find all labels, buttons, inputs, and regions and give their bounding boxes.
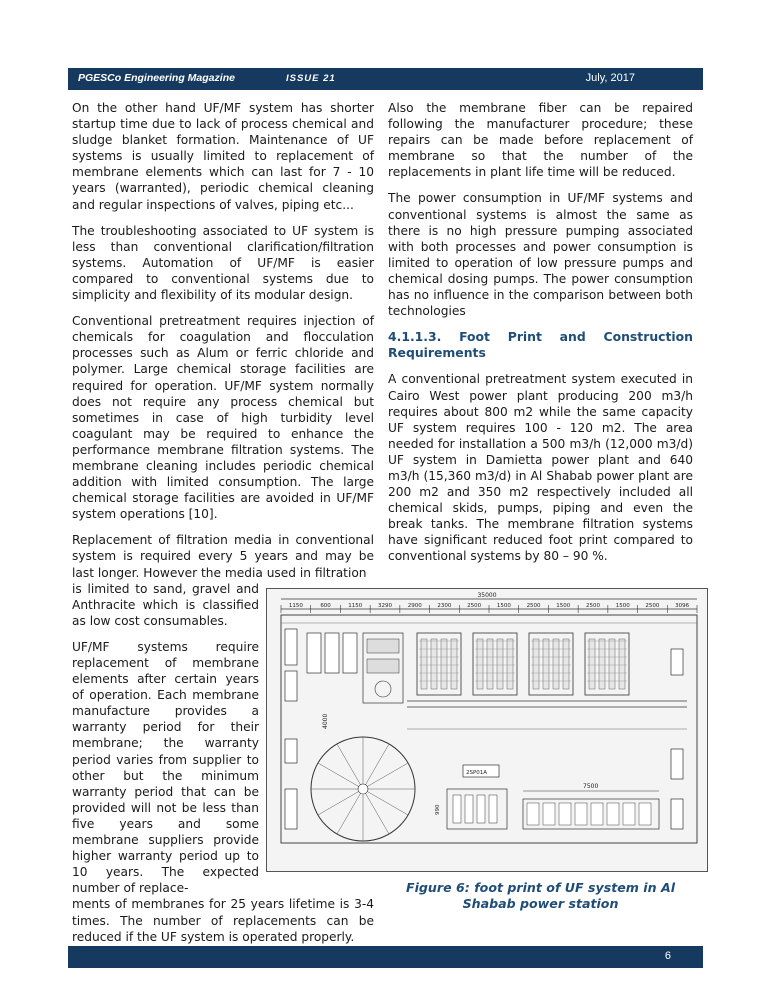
right-column — [388, 100, 693, 575]
issue-date: July, 2017 — [585, 72, 635, 84]
dimension-label: 990 — [435, 804, 441, 815]
paragraph: A conventional pretreatment system executed in Cairo West power plant producing 200 m3/h requires about 800 m2 while the same capacity UF system requires 100 - 120 m2. The area needed for installation a 500 m3/h (12,000 m3/d) UF system in Damietta power plant and 640 m3/h (15,360 m3/d) in Al Shabab power plant are 200 m2 and 350 m2 respectively included all chemical skids, pumps, piping and even the break tanks. The membrane filtration systems have significant reduced foot print compared to conventional systems by 80 – 90 %. — [388, 372, 693, 564]
page-number: 6 — [664, 950, 671, 962]
dimension-label: 4000 — [322, 713, 329, 729]
issue-label: ISSUE 21 — [286, 73, 336, 84]
segment-dimension: 2500 — [526, 603, 541, 609]
equipment-tag: 2SP01A — [466, 770, 488, 776]
segment-dimension: 2300 — [437, 603, 452, 609]
paragraph: UF/MF systems require replacement of membrane elements after certain years of operation. Each membrane manufacture provides a warranty period for their membrane; the warranty period varies from supplier to other but the minimum warranty period that can be provided will not be less than five years and some membrane suppliers provide higher warranty period up to 10 years. The expected number of replace- — [72, 639, 259, 896]
paragraph: Replacement of filtration media in conventional system is required every 5 years and may be last longer. However the media used in filtration — [72, 533, 374, 580]
section-heading: 4.1.1.3. Foot Print and Construction Requirements — [388, 329, 693, 361]
footer-bar — [68, 946, 703, 968]
paragraph: Also the membrane fiber can be repaired following the manufacturer procedure; these repairs can be made before replacement of membrane so that the number of the replacements in plant life time will be reduced. — [388, 101, 693, 180]
uf-footprint-drawing — [266, 588, 708, 872]
dimension-label: 7500 — [583, 783, 599, 790]
paragraph: The troubleshooting associated to UF system is less than conventional clarification/filtration systems. Automation of UF/MF is easier compared to conventional systems due to simplicity and flexibility of its modular design. — [72, 223, 374, 303]
overall-dimension: 35000 — [477, 592, 497, 599]
segment-dimension: 2900 — [407, 603, 422, 609]
magazine-title: PGESCo Engineering Magazine — [78, 72, 235, 84]
paragraph: The power consumption in UF/MF systems and conventional systems is almost the same as there is no high pressure pumping associated with both processes and power consumption is limited to operation of low pressure pumps and chemical dosing pumps. The power consumption has no influence in the comparison between both technologies — [388, 191, 693, 319]
segment-dimension: 1150 — [348, 603, 363, 609]
figure-caption: Figure 6: foot print of UF system in Al Shabab power station — [405, 880, 676, 911]
paragraph: On the other hand UF/MF system has shorter startup time due to lack of process chemical and sludge blanket formation. Maintenance of UF systems is usually limited to replacement of membrane elements which can last for 7 - 10 years (warranted), periodic chemical cleaning and regular inspections of valves, piping etc... — [72, 101, 374, 212]
segment-dimension: 2500 — [645, 603, 660, 609]
segment-dimension: 1500 — [615, 603, 630, 609]
segment-dimension: 3290 — [378, 603, 392, 609]
segment-dimension: 600 — [320, 603, 331, 609]
paragraph: Conventional pretreatment requires injection of chemicals for coagulation and flocculation processes such as Alum or ferric chloride and polymer. Large chemical storage facilities are required for operation. UF/MF system normally does not require any process chemical but sometimes in case of high turbidity level coagulant may be required to enhance the performance membrane filtration systems. The membrane cleaning includes periodic chemical addition with limited consumption. The large chemical storage facilities are avoided in UF/MF system operations [10]. — [72, 314, 374, 522]
segment-dimension: 2500 — [467, 603, 482, 609]
segment-dimension: 1500 — [496, 603, 511, 609]
paragraph: is limited to sand, gravel and Anthracite which is classified as low cost consumables. — [72, 581, 259, 628]
segment-dimension: 3096 — [675, 603, 690, 609]
segment-dimension: 1150 — [288, 603, 303, 609]
paragraph: ments of membranes for 25 years lifetime is 3-4 times. The number of replacements can be reduced if the UF system is operated properly. — [72, 897, 374, 944]
segment-dimension: 2500 — [586, 603, 600, 609]
header-bar — [68, 68, 703, 90]
segment-dimension: 1500 — [556, 603, 571, 609]
